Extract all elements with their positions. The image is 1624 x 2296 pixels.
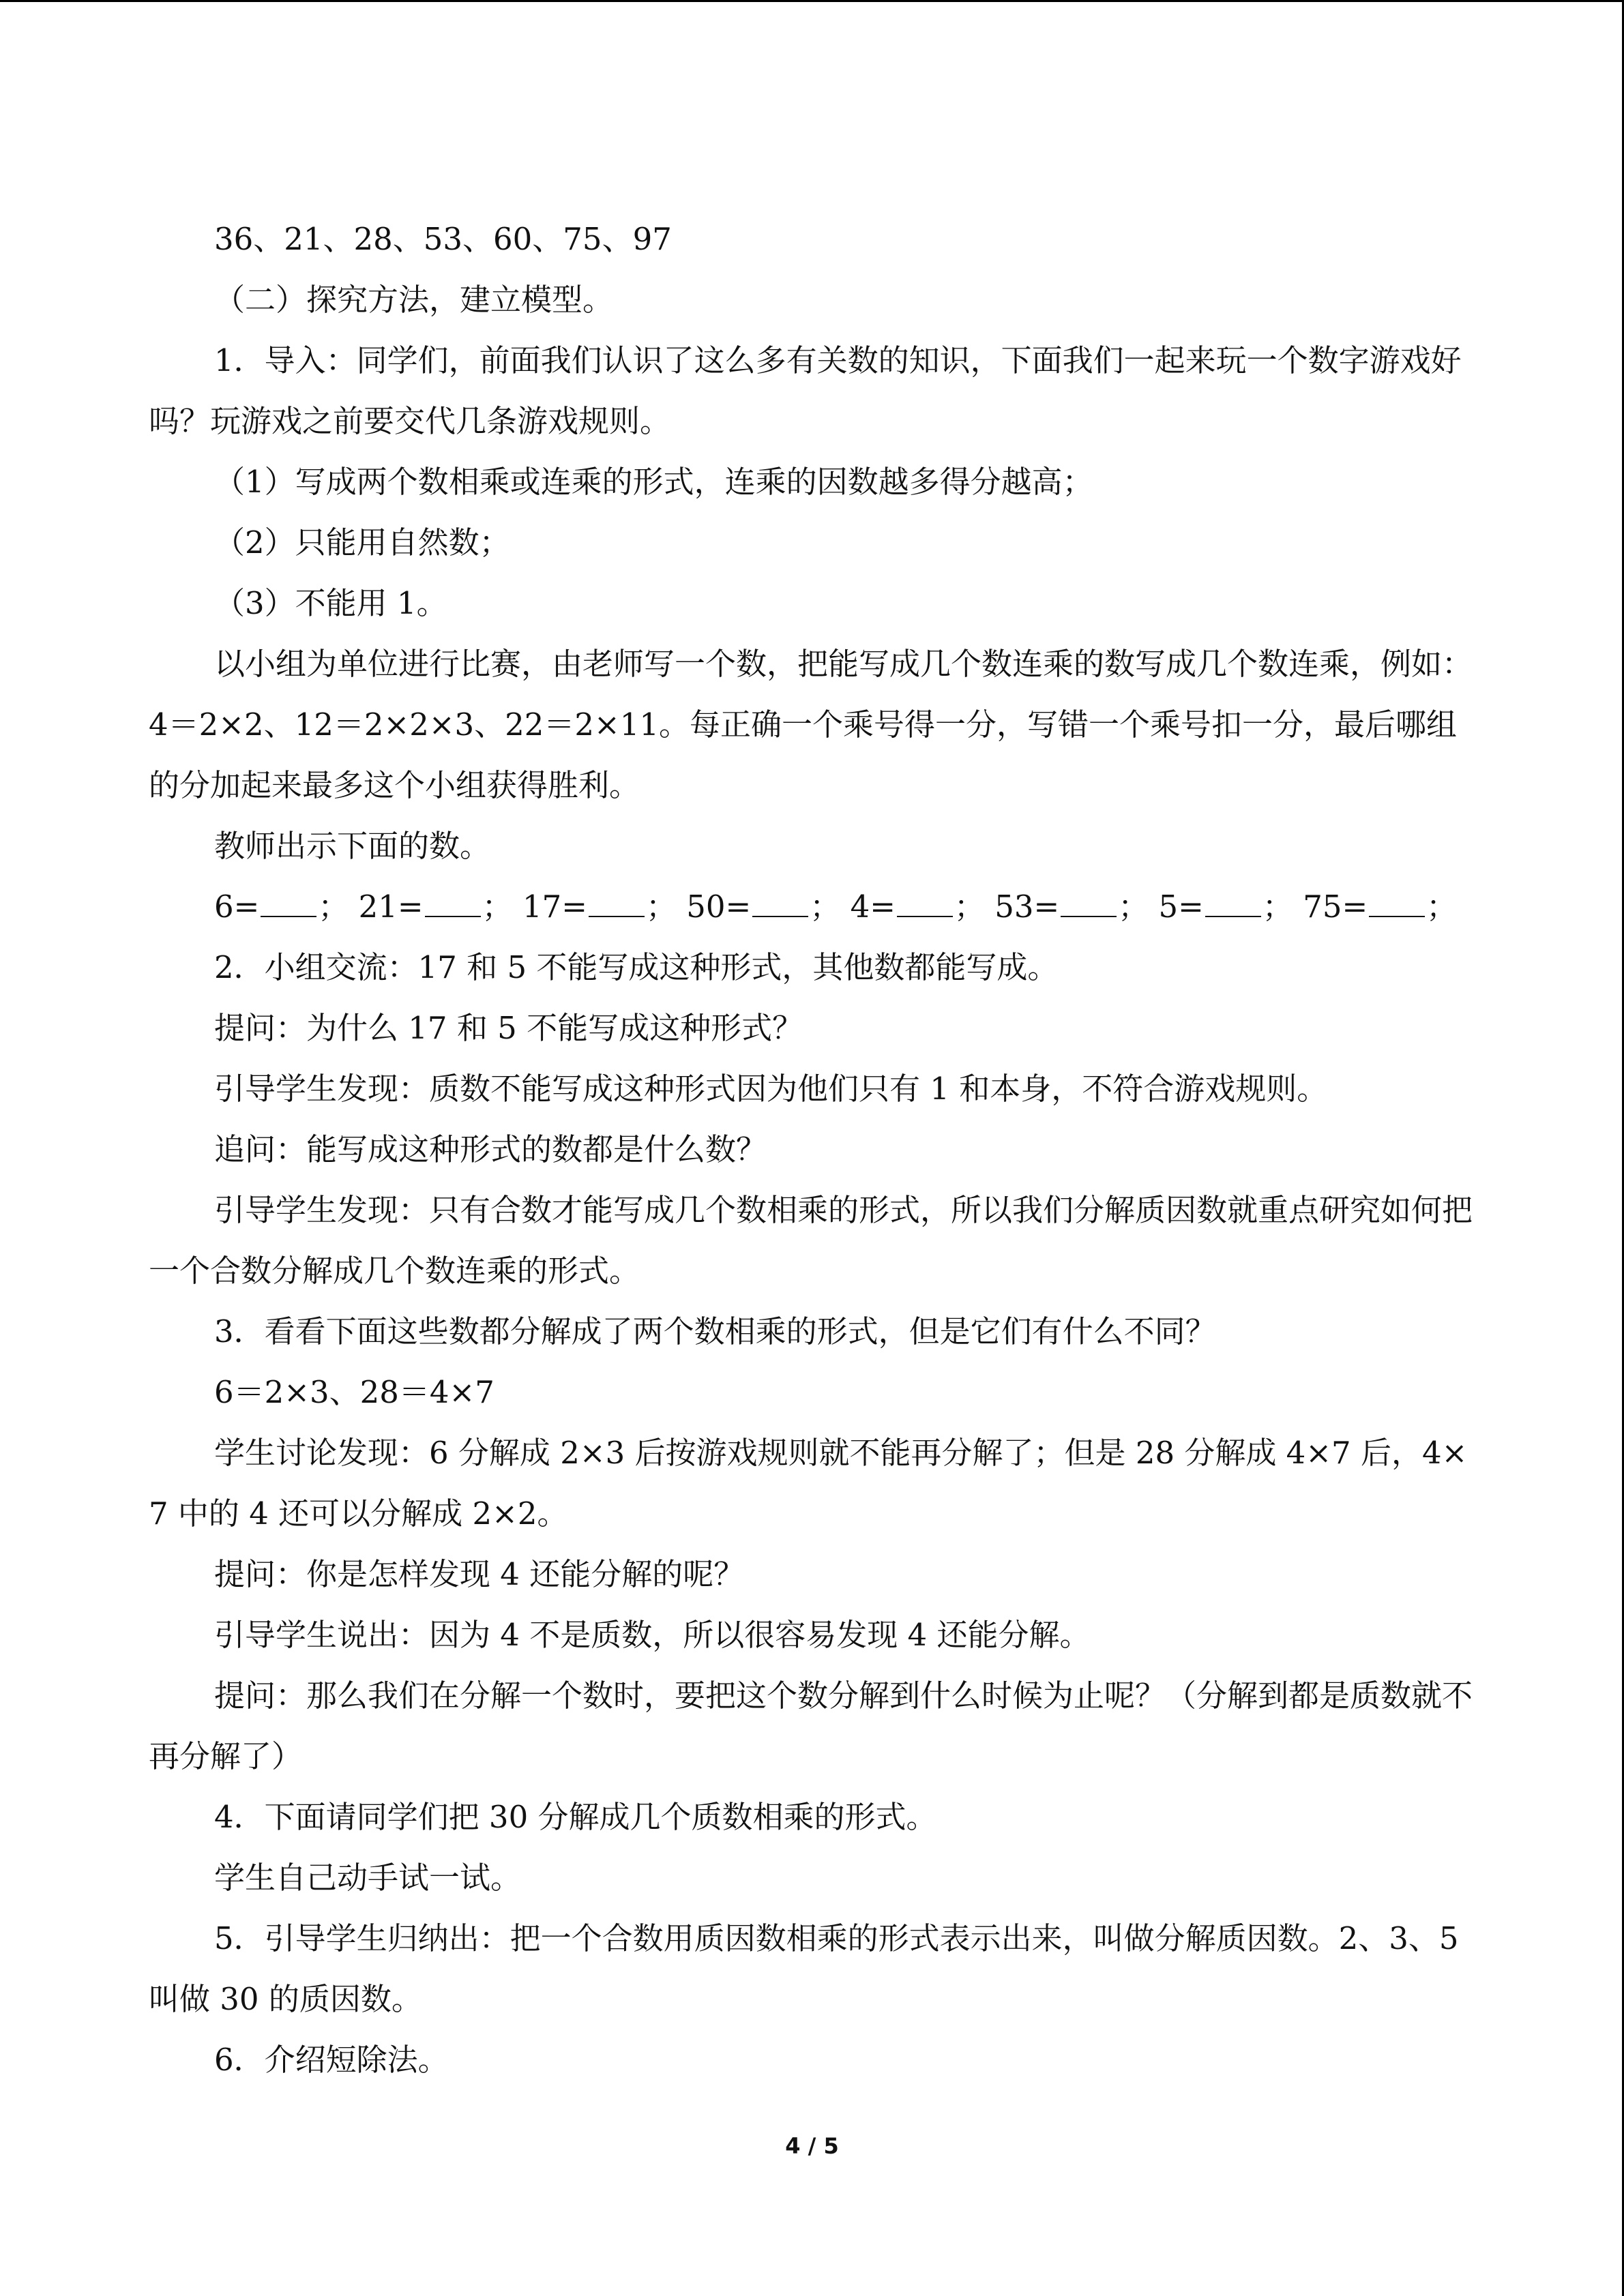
paragraph: 引导学生说出：因为 4 不是质数，所以很容易发现 4 还能分解。 bbox=[214, 1617, 1091, 1653]
blank-separator: ； bbox=[954, 889, 985, 925]
paragraph: 4．下面请同学们把 30 分解成几个质数相乘的形式。 bbox=[214, 1799, 937, 1835]
answer-blank bbox=[425, 887, 481, 917]
document-body bbox=[149, 209, 1475, 2090]
blank-item bbox=[851, 889, 985, 925]
blank-label: 17= bbox=[522, 889, 587, 925]
paragraph: 提问：为什么 17 和 5 不能写成这种形式？ bbox=[214, 1010, 803, 1046]
rule-item-2: （2）只能用自然数； bbox=[214, 524, 510, 561]
answer-blank bbox=[752, 887, 808, 917]
page-border-top bbox=[0, 0, 1624, 2]
rule-item-1: （1）写成两个数相乘或连乘的形式，连乘的因数越多得分越高； bbox=[214, 464, 1093, 500]
paragraph: 学生自己动手试一试。 bbox=[214, 1860, 522, 1896]
blank-item bbox=[359, 889, 513, 925]
blank-label: 21= bbox=[358, 889, 424, 925]
blank-separator: ； bbox=[1426, 889, 1458, 925]
blank-item bbox=[1303, 889, 1457, 925]
answer-blank bbox=[589, 887, 645, 917]
blank-item bbox=[522, 889, 677, 925]
blank-separator: ； bbox=[1262, 889, 1293, 925]
paragraph: 学生讨论发现：6 分解成 2×3 后按游戏规则就不能再分解了；但是 28 分解成 4×7 后，4×7 中的 4 还可以分解成 2×2。 bbox=[149, 1435, 1468, 1532]
blank-label: 6= bbox=[214, 889, 260, 925]
page-number: 4 / 5 bbox=[785, 2133, 839, 2159]
paragraph: 提问：那么我们在分解一个数时，要把这个数分解到什么时候为止呢？（分解到都是质数就不再分解了） bbox=[149, 1678, 1473, 1774]
blank-separator: ； bbox=[1118, 889, 1149, 925]
blank-separator: ； bbox=[482, 889, 513, 925]
blank-item bbox=[1159, 889, 1293, 925]
fill-in-blanks-line bbox=[149, 876, 1475, 937]
blank-label: 4= bbox=[850, 889, 896, 925]
blank-label: 53= bbox=[994, 889, 1060, 925]
blank-label: 50= bbox=[686, 889, 752, 925]
paragraph: 引导学生发现：只有合数才能写成几个数相乘的形式，所以我们分解质因数就重点研究如何把一个合数分解成几个数连乘的形式。 bbox=[149, 1192, 1473, 1289]
blank-item bbox=[994, 889, 1149, 925]
blank-separator: ； bbox=[645, 889, 677, 925]
rule-item-3: （3）不能用 1。 bbox=[214, 585, 447, 621]
blank-item bbox=[686, 889, 840, 925]
answer-blank bbox=[1061, 887, 1117, 917]
blank-separator: ； bbox=[318, 889, 349, 925]
section-heading: （二）探究方法，建立模型。 bbox=[214, 282, 614, 318]
equation-line: 6＝2×3、28＝4×7 bbox=[214, 1374, 494, 1410]
answer-blank bbox=[897, 887, 953, 917]
paragraph: 教师出示下面的数。 bbox=[214, 828, 491, 864]
answer-blank bbox=[261, 887, 316, 917]
paragraph: 追问：能写成这种形式的数都是什么数？ bbox=[214, 1131, 767, 1167]
paragraph: 6．介绍短除法。 bbox=[214, 2042, 449, 2078]
answer-blank bbox=[1205, 887, 1261, 917]
paragraph: 提问：你是怎样发现 4 还能分解的呢？ bbox=[214, 1556, 745, 1592]
paragraph: 36、21、28、53、60、75、97 bbox=[214, 221, 672, 257]
paragraph: 2．小组交流：17 和 5 不能写成这种形式，其他数都能写成。 bbox=[214, 949, 1059, 985]
blank-label: 5= bbox=[1158, 889, 1204, 925]
paragraph: 引导学生发现：质数不能写成这种形式因为他们只有 1 和本身，不符合游戏规则。 bbox=[214, 1071, 1328, 1107]
paragraph: 5．引导学生归纳出：把一个合数用质因数相乘的形式表示出来，叫做分解质因数。2、3、5 叫做 30 的质因数。 bbox=[149, 1920, 1468, 2017]
answer-blank bbox=[1369, 887, 1425, 917]
blank-label: 75= bbox=[1303, 889, 1368, 925]
blank-item bbox=[214, 889, 349, 925]
blank-separator: ； bbox=[810, 889, 841, 925]
paragraph: 1．导入：同学们，前面我们认识了这么多有关数的知识，下面我们一起来玩一个数字游戏好吗？玩游戏之前要交代几条游戏规则。 bbox=[149, 342, 1462, 439]
paragraph: 3．看看下面这些数都分解成了两个数相乘的形式，但是它们有什么不同？ bbox=[214, 1313, 1216, 1350]
paragraph: 以小组为单位进行比赛，由老师写一个数，把能写成几个数连乘的数写成几个数连乘，例如：4＝2×2、12＝2×2×3、22＝2×11。每正确一个乘号得一分，写错一个乘号扣一分，最后哪组的分加起来最多这个小组获得胜利。 bbox=[149, 646, 1473, 803]
